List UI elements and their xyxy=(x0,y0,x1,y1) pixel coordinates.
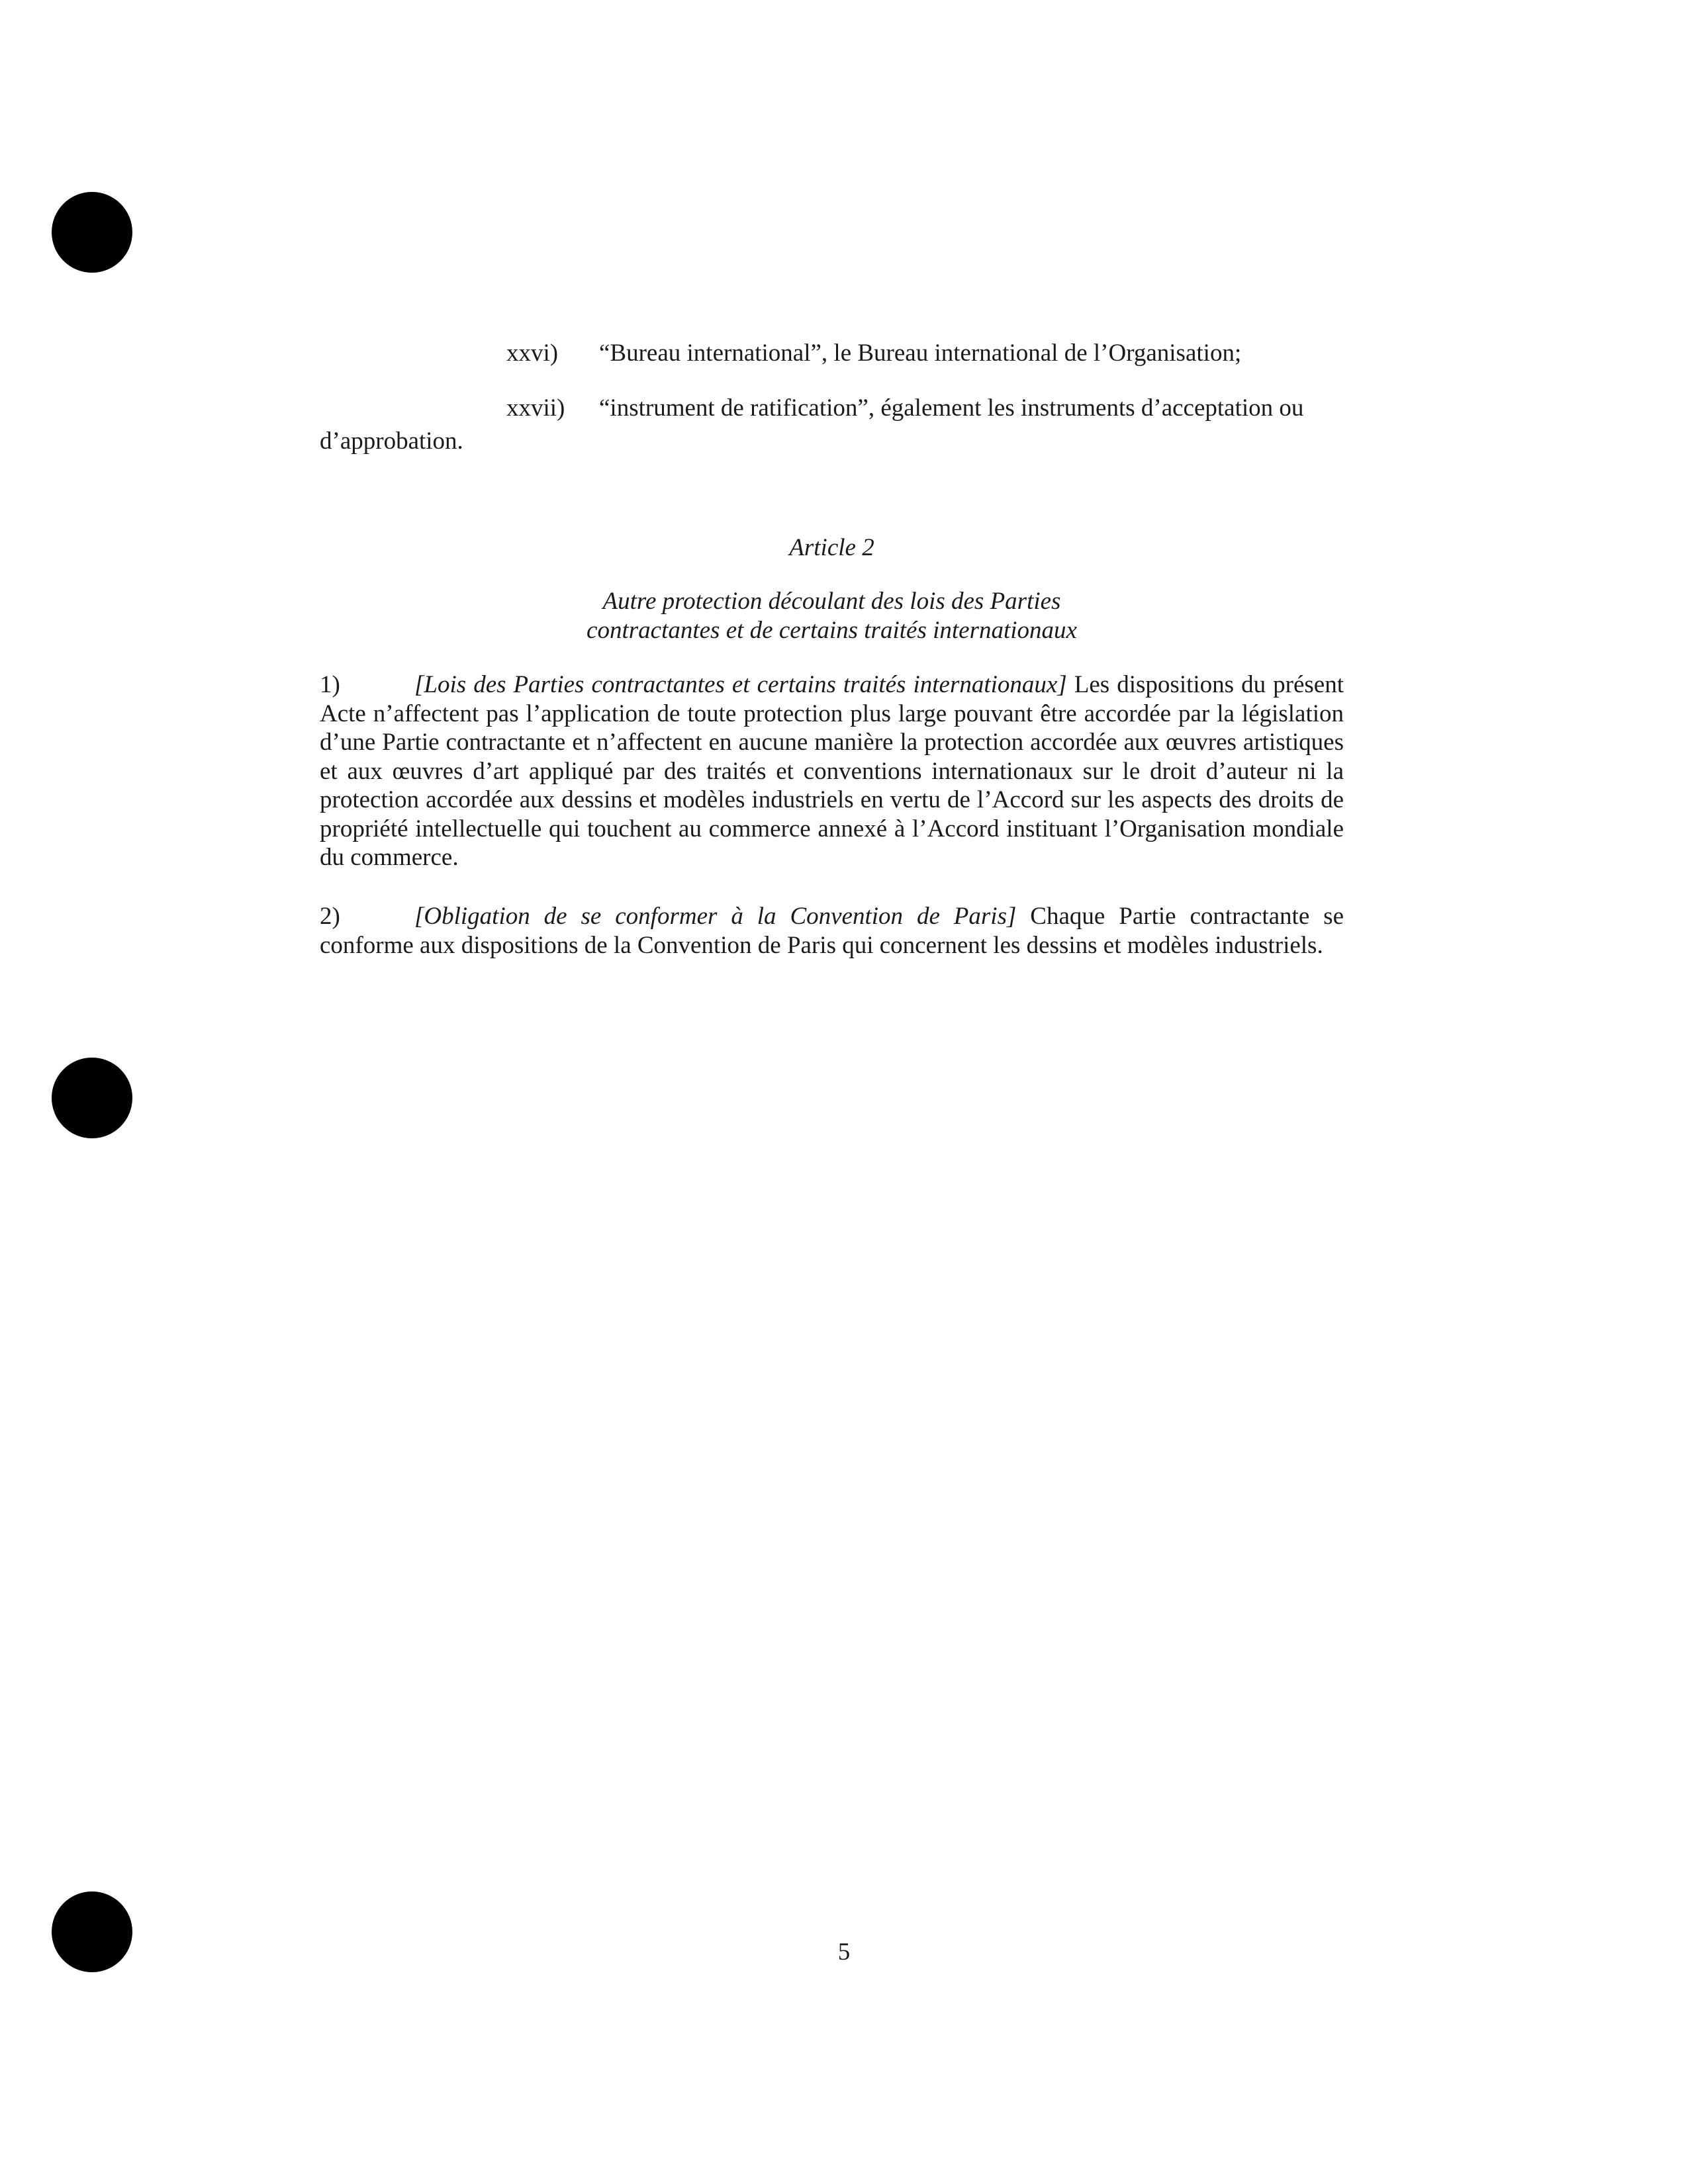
page-number: 5 xyxy=(837,1938,851,1966)
definition-continuation: d’approbation. xyxy=(320,428,463,455)
paragraph xyxy=(320,902,1344,960)
paragraph-heading: [Lois des Parties contractantes et certains traités internationaux] xyxy=(414,671,1067,698)
definition-number: xxvii) xyxy=(506,394,565,422)
paragraph-heading: [Obligation de se conformer à la Convention de Paris] xyxy=(414,903,1017,930)
definition-text: “instrument de ratification”, également les instruments d’acceptation ou xyxy=(599,394,1304,422)
paragraph-number: 1) xyxy=(320,671,340,698)
punch-hole-top xyxy=(52,192,132,273)
paragraph-text: Les dispositions du présent Acte n’affectent pas l’application de toute protection plus large pouvant être accordée par la législation d’une Partie contractante et n’affectent en aucune manière la protection accordée aux œuvres artistiques et aux œuvres d’art appliqué par des traités et conventions internationaux sur le droit d’auteur ni la protection accordée aux dessins et modèles industriels en vertu de l’Accord sur les aspects des droits de propriété intellectuelle qui touchent au commerce annexé à l’Accord instituant l’Organisation mondiale du commerce. xyxy=(320,671,1344,871)
article-title: Article 2 xyxy=(789,534,874,561)
definition-number: xxvi) xyxy=(506,340,559,367)
article-subtitle-line: contractantes et de certains traités internationaux xyxy=(586,617,1077,644)
paragraph xyxy=(320,670,1344,872)
article-subtitle-line: Autre protection découlant des lois des Parties xyxy=(602,588,1061,615)
paragraph-text: Chaque Partie contractante se conforme aux dispositions de la Convention de Paris qui concernent les dessins et modèles industriels. xyxy=(320,903,1344,959)
article-subtitle xyxy=(320,587,1344,645)
punch-hole-middle xyxy=(52,1058,132,1138)
definition-text: “Bureau international”, le Bureau international de l’Organisation; xyxy=(599,340,1242,367)
paragraph-number: 2) xyxy=(320,903,340,930)
